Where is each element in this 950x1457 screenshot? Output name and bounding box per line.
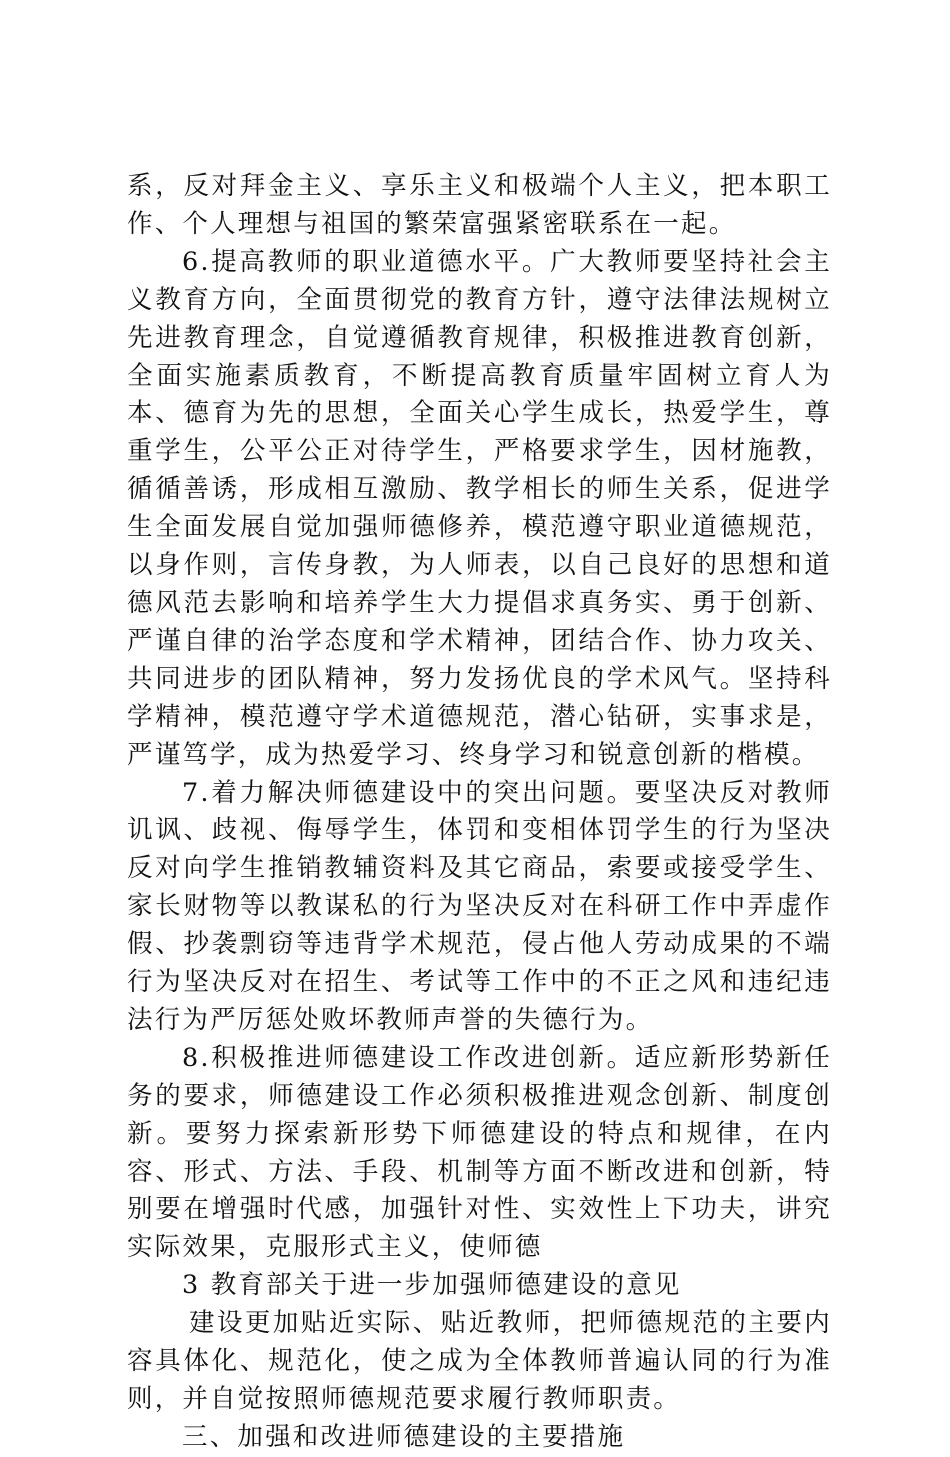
document-body bbox=[127, 168, 832, 1457]
section-heading: 三、加强和改进师德建设的主要措施 bbox=[182, 1421, 626, 1452]
paragraph-item-8: 8.积极推进师德建设工作改进创新。适应新形势新任务的要求，师德建设工作必须积极推进观念创新、制度创新。要努力探索新形势下师德建设的特点和规律，在内容、形式、方法、手段、机制等方面不断改进和创新，特别要在增强时代感，加强针对性、实效性上下功夫，讲究实际效果，克服形式主义，使师德 bbox=[127, 1042, 832, 1263]
paragraph-item-6: 6.提高教师的职业道德水平。广大教师要坚持社会主义教育方向，全面贯彻党的教育方针，遵守法律法规树立先进教育理念，自觉遵循教育规律，积极推进教育创新，全面实施素质教育，不断提高教育质量牢固树立育人为本、德育为先的思想，全面关心学生成长，热爱学生，尊重学生，公平公正对待学生，严格要求学生，因材施教，循循善诱，形成相互激励、教学相长的师生关系，促进学生全面发展自觉加强师德修养，模范遵守职业道德规范，以身作则，言传身教，为人师表，以自己良好的思想和道德风范去影响和培养学生大力提倡求真务实、勇于创新、严谨自律的治学态度和学术精神，团结合作、协力攻关、共同进步的团队精神，努力发扬优良的学术风气。坚持科学精神，模范遵守学术道德规范，潜心钻研，实事求是，严谨笃学，成为热爱学习、终身学习和锐意创新的楷模。 bbox=[127, 246, 832, 770]
page-header-line: 3 教育部关于进一步加强师德建设的意见 bbox=[182, 1270, 682, 1301]
paragraph-item-7: 7.着力解决师德建设中的突出问题。要坚决反对教师讥讽、歧视、侮辱学生，体罚和变相体罚学生的行为坚决反对向学生推销教辅资料及其它商品，索要或接受学生、家长财物等以教谋私的行为坚决反对在科研工作中弄虚作假、抄袭剽窃等违背学术规范，侵占他人劳动成果的不端行为坚决反对在招生、考试等工作中的不正之风和违纪违法行为严厉惩处败坏教师声誉的失德行为。 bbox=[127, 777, 832, 1035]
paragraph-continuation: 系，反对拜金主义、享乐主义和极端个人主义，把本职工作、个人理想与祖国的繁荣富强紧密联系在一起。 bbox=[127, 171, 832, 239]
paragraph-continuation-2: 建设更加贴近实际、贴近教师，把师德规范的主要内容具体化、规范化，使之成为全体教师普遍认同的行为准则，并自觉按照师德规范要求履行教师职责。 bbox=[127, 1308, 832, 1414]
